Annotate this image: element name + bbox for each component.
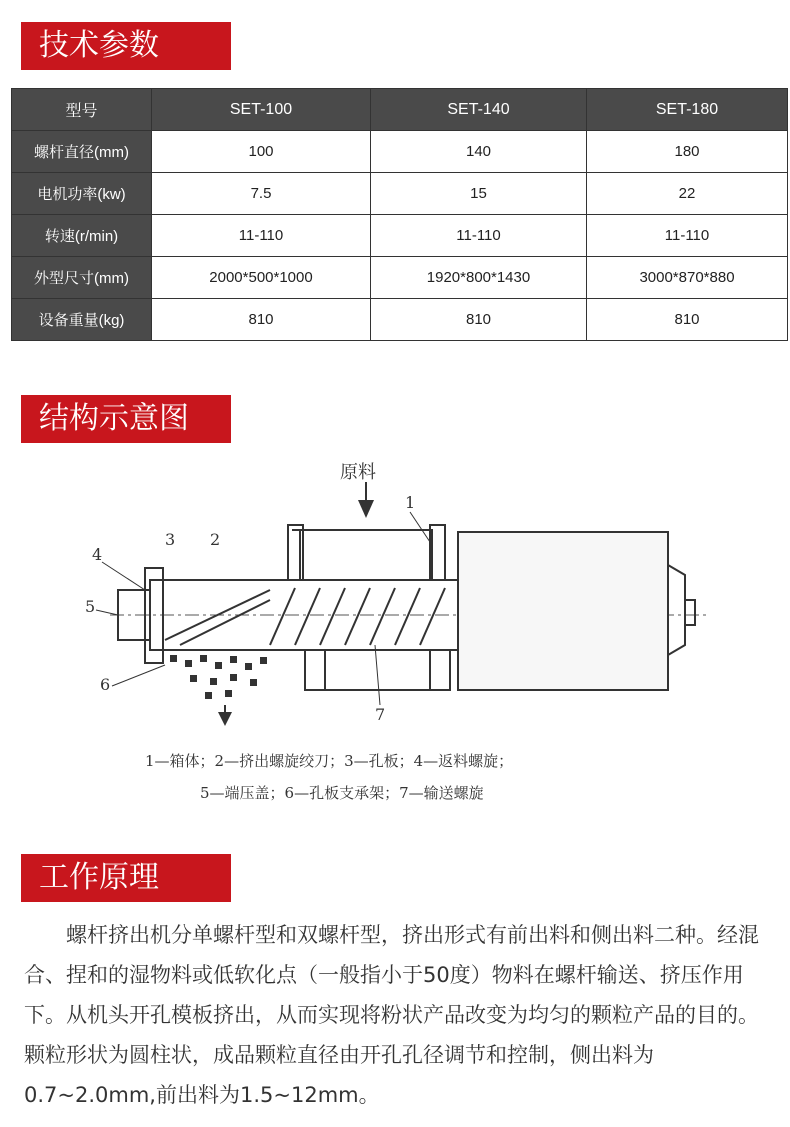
diagram-legend-line: 5—端压盖；6—孔板支承架；7—输送螺旋	[200, 784, 484, 802]
section-title-tech: 技术参数	[21, 22, 231, 70]
table-row	[12, 257, 788, 299]
table-header-cell: SET-140	[371, 89, 587, 131]
table-row	[12, 173, 788, 215]
table-cell: 22	[587, 173, 788, 215]
table-header-row	[12, 89, 788, 131]
table-row	[12, 215, 788, 257]
table-cell: 810	[371, 299, 587, 341]
part-number-label: 6	[100, 675, 111, 694]
table-cell: 11-110	[371, 215, 587, 257]
principle-paragraph: 螺杆挤出机分单螺杆型和双螺杆型，挤出形式有前出料和侧出料二种。经混合、捏和的湿物料或低软化点（一般指小于50度）物料在螺杆输送、挤压作用下。从机头开孔模板挤出，从而实现将粉状产品改变为均匀的颗粒产品的目的。颗粒形状为圆柱状，成品颗粒直径由开孔孔径调节和控制，侧出料为0.7~2.0mm,前出料为1.5~12mm。	[24, 923, 759, 1107]
part-number-label: 4	[92, 545, 103, 564]
inlet-label: 原料	[340, 462, 376, 483]
section-title-structure: 结构示意图	[21, 395, 231, 443]
part-number-label: 5	[85, 597, 96, 616]
table-cell: 3000*870*880	[587, 257, 788, 299]
table-header-cell: SET-180	[587, 89, 788, 131]
table-cell: 180	[587, 131, 788, 173]
table-row	[12, 299, 788, 341]
table-cell: 2000*500*1000	[152, 257, 371, 299]
part-number-label: 3	[165, 530, 176, 549]
table-cell: 140	[371, 131, 587, 173]
part-number-label: 1	[405, 493, 416, 512]
table-cell: 7.5	[152, 173, 371, 215]
table-row	[12, 131, 788, 173]
row-label: 转速(r/min)	[12, 215, 152, 257]
diagram-legend-line: 1—箱体；2—挤出螺旋绞刀；3—孔板；4—返料螺旋；	[145, 752, 514, 770]
table-cell: 810	[152, 299, 371, 341]
table-cell: 11-110	[587, 215, 788, 257]
table-cell: 1920*800*1430	[371, 257, 587, 299]
row-label: 螺杆直径(mm)	[12, 131, 152, 173]
row-label: 设备重量(kg)	[12, 299, 152, 341]
part-number-label: 7	[375, 705, 386, 724]
table-header-cell: SET-100	[152, 89, 371, 131]
section-title-principle: 工作原理	[21, 854, 231, 902]
table-cell: 810	[587, 299, 788, 341]
table-cell: 15	[371, 173, 587, 215]
table-cell: 11-110	[152, 215, 371, 257]
row-label: 外型尺寸(mm)	[12, 257, 152, 299]
extruder-structure-diagram	[70, 450, 720, 820]
part-number-label: 2	[210, 530, 221, 549]
spec-table	[11, 88, 788, 341]
row-label: 电机功率(kw)	[12, 173, 152, 215]
table-header-cell: 型号	[12, 89, 152, 131]
table-cell: 100	[152, 131, 371, 173]
